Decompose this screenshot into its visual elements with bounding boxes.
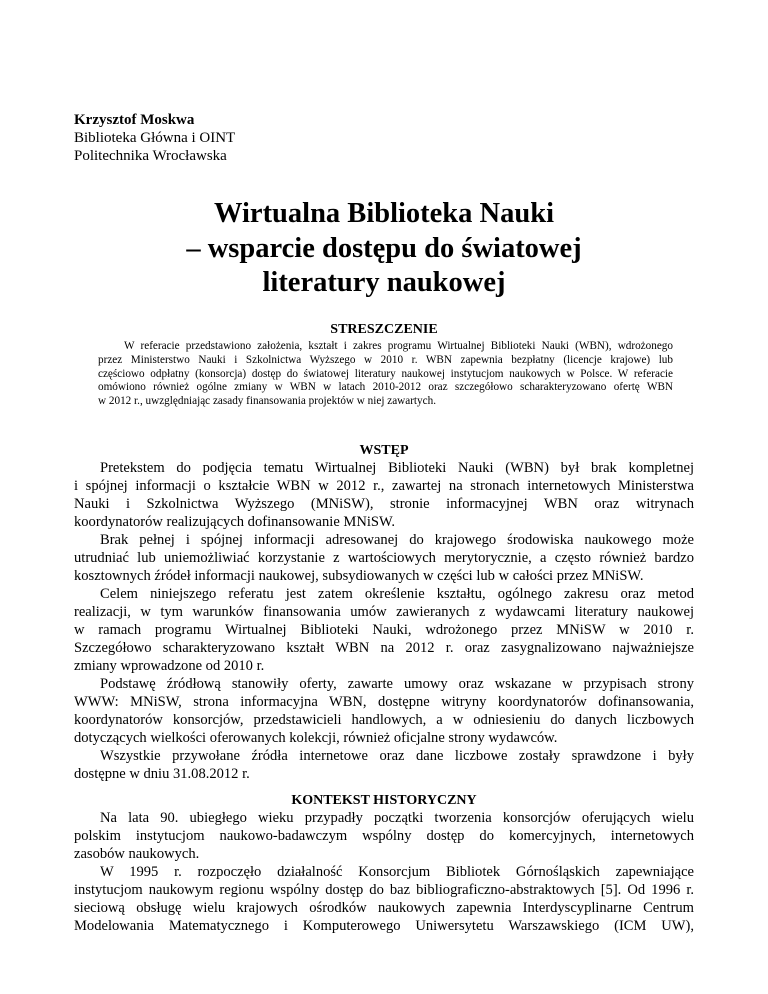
- author-affiliation: Politechnika Wrocławska: [74, 148, 227, 164]
- text-line: zasobów naukowych.: [74, 846, 200, 863]
- abstract-line: przez Ministerstwo Nauki i Szkolnictwa Wyższego w 2010 r. WBN zapewnia bezpłatny (licencje krajowe) lub: [98, 353, 673, 366]
- text-line: Wszystkie przywołane źródła internetowe oraz dane liczbowe zostały sprawdzone i były: [100, 748, 694, 765]
- section-heading-wstep: WSTĘP: [359, 443, 409, 458]
- author-affiliation: Biblioteka Główna i OINT: [74, 130, 236, 146]
- title-line: – wsparcie dostępu do światowej: [186, 232, 582, 264]
- abstract-heading: STRESZCZENIE: [330, 322, 438, 337]
- section-body-kontekst: [74, 809, 694, 935]
- title-line: Wirtualna Biblioteka Nauki: [214, 198, 554, 229]
- text-line: WWW: MNiSW, strona informacyjna WBN, dostępne witryny koordynatorów dofinansowania,: [74, 694, 694, 711]
- text-line: Szczegółowo scharakteryzowano kształt WBN na 2012 r. oraz zasygnalizowano najważniejsze: [74, 640, 694, 657]
- text-line: kosztownych źródeł informacji naukowej, subsydiowanych w części lub w całości przez MNiSW.: [74, 568, 644, 585]
- text-line: Brak pełnej i spójnej informacji adresowanej do krajowego środowiska naukowego może: [100, 532, 694, 549]
- section-body-wstep: [74, 459, 694, 783]
- abstract-line: częściowo odpłatny (konsorcja) dostęp do światowej literatury naukowej instytucjom naukowych w Polsce. W referacie: [98, 367, 673, 380]
- text-line: sieciową obsługę wielu krajowych ośrodków naukowych zapewnia Interdyscyplinarne Centrum: [74, 900, 694, 917]
- text-line: W 1995 r. rozpoczęło działalność Konsorcjum Bibliotek Górnośląskich zapewniające: [100, 864, 694, 881]
- text-line: dostępne w dniu 31.08.2012 r.: [74, 766, 250, 783]
- section-heading-kontekst: KONTEKST HISTORYCZNY: [291, 793, 477, 808]
- text-line: Celem niniejszego referatu jest zatem określenie kształtu, ogólnego zakresu oraz metod: [100, 586, 694, 603]
- text-line: w ramach programu Wirtualnej Biblioteki Nauki, wdrożonego przez MNiSW w 2010 r.: [74, 622, 694, 639]
- text-line: realizacji, w tym warunków finansowania umów zawieranych z wydawcami literatury naukowej: [74, 604, 694, 621]
- text-line: zmiany wprowadzone od 2010 r.: [74, 658, 265, 675]
- abstract-line: W referacie przedstawiono założenia, kształt i zakres programu Wirtualnej Biblioteki Nauki (WBN), wdrożonego: [124, 340, 673, 352]
- text-line: Pretekstem do podjęcia tematu Wirtualnej Biblioteki Nauki (WBN) był brak kompletnej: [100, 460, 694, 476]
- text-line: polskim instytucjom naukowo-badawczym wspólny dostęp do komercyjnych, internetowych: [74, 828, 694, 845]
- text-line: Nauki i Szkolnictwa Wyższego (MNiSW), stronie informacyjnej WBN oraz witrynach: [74, 496, 694, 513]
- abstract-line: omówiono również ogólne zmiany w WBN w latach 2010-2012 oraz szczegółowo scharakteryzowano ofertę WBN: [98, 381, 673, 394]
- paper-title: [0, 197, 768, 301]
- title-line: literatury naukowej: [262, 267, 506, 298]
- text-line: Modelowania Matematycznego i Komputerowego Uniwersytetu Warszawskiego (ICM UW),: [74, 918, 694, 935]
- text-line: koordynatorów konsorcjów, przedstawicieli handlowych, a w odniesieniu do danych liczbowych: [74, 712, 694, 729]
- text-line: Podstawę źródłową stanowiły oferty, zawarte umowy oraz wskazane w przypisach strony: [100, 676, 694, 693]
- abstract-line: w 2012 r., uwzględniając zasady finansowania projektów w niej zawartych.: [98, 395, 436, 408]
- text-line: instytucjom naukowym regionu wspólny dostęp do baz bibliograficzno-abstraktowych [5]. Od 1996 r.: [74, 882, 694, 899]
- author-name: Krzysztof Moskwa: [74, 112, 195, 128]
- abstract-text: [98, 340, 673, 409]
- text-line: dotyczących wielkości oferowanych kolekcji, również oficjalne strony wydawców.: [74, 730, 558, 747]
- text-line: i spójnej informacji o kształcie WBN w 2012 r., zawartej na stronach internetowych Ministerstwa: [74, 478, 694, 495]
- text-line: koordynatorów realizujących dofinansowanie MNiSW.: [74, 514, 396, 531]
- author-block: [74, 111, 235, 165]
- text-line: utrudniać lub uniemożliwiać korzystanie z wartościowych merytorycznie, a często również bardzo: [74, 550, 694, 567]
- text-line: Na lata 90. ubiegłego wieku przypadły początki tworzenia konsorcjów oferujących wielu: [100, 810, 694, 826]
